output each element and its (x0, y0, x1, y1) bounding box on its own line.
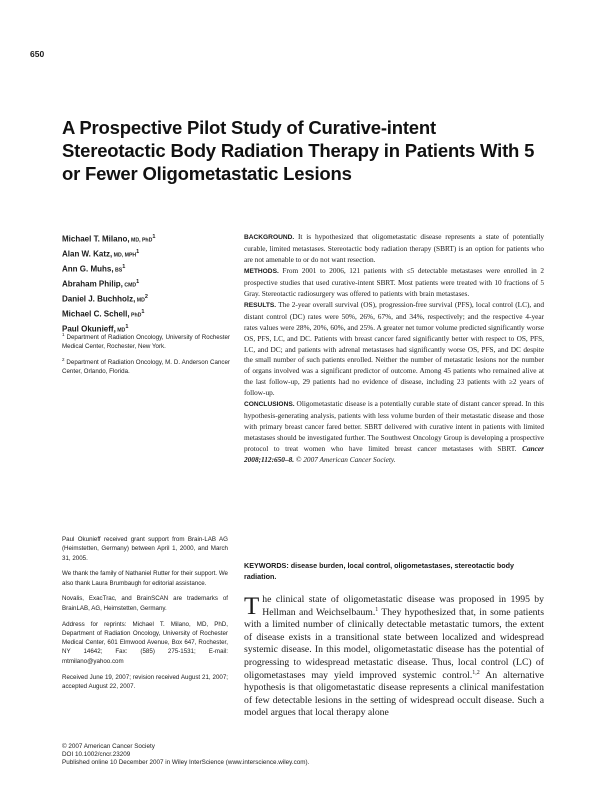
author: Michael C. Schell, PhD$^1$ (62, 308, 145, 319)
body-text: The clinical state of oligometastatic disease was proposed in 1995 by Hellman and Weichselbaum.$^1$ They hypothesized that, in some patients with a limited number of clinically detectable metastatic tumors, the extent of disease exists in a transitional state between localized and widespread systemic disease. In this model, oligometastatic disease has the potential of progressing to widespread metastatic disease. Thus, local control (LC) of oligometastases may yield improved systemic control.$^{1,2}$ An alternative hypothesis is that oligometastatic disease represents a clinical manifestation of few detectable lesions in the setting of widespread occult disease. Such a model argues that local therapy alone (244, 593, 544, 719)
abstract-conclusions: CONCLUSIONS. Oligometastatic disease is a potentially curable state of distant cancer spread. In this hypothesis-generating analysis, patients with less volume burden of their metastatic disease and those with primary breast cancer fared better. SBRT delivered with curative intent in patients with limited metastases should be investigated further. The Southwest Oncology Group is developing a prospective protocol to treat women who have limited breast cancer metastases with SBRT. Cancer 2008;112:650–8. © 2007 American Cancer Society. (244, 399, 544, 465)
reference-mark: 1 (375, 606, 379, 613)
footer-doi: DOI 10.1002/cncr.23209 (62, 751, 131, 759)
author: Alan W. Katz, MD, MPH$^1$ (62, 248, 140, 259)
abstract-results: RESULTS. The 2-year overall survival (OS), progression-free survival (PFS), local control (LC), and distant control (DC) rates were 50%, 26%, 67%, and 34%, respectively; and the respective 4-year rates values were 28%, 20%, 60%, and 25%. A greater net tumor volume predicted significantly worse OS, PFS, LC, and DC. Patients with breast cancer fared significantly better with respect to OS, PFS, LC, and DC; and patients with adrenal metastases had significantly worse OS, PFS, and DC despite the small number of such patients enrolled. Neither the number of metastatic lesions nor the number of organs involved was a significant predictor of outcome. Among 45 patients who remained alive at the last follow-up, 29 patients had no evidence of disease, including 23 patients with ≥2 years of follow-up. (244, 299, 544, 398)
author: Ann G. Muhs, $BS^1$ (62, 263, 126, 274)
affiliation: $^1$ Department of Radiation Oncology, University of Rochester Medical Center, Rochester, New York. (62, 332, 230, 351)
abstract-background: BACKGROUND. It is hypothesized that oligometastatic disease represents a state of potentially curable, limited metastases. Stereotactic body radiation therapy (SBRT) is an option for patients who are not amenable to or do not want resection. (244, 232, 544, 264)
acknowledgment-note: We thank the family of Nathaniel Rutter for their support. We also thank Laura Brumbaugh for editorial assistance. (62, 570, 228, 587)
author-notes (62, 535, 228, 698)
abstract-methods: METHODS. From 2001 to 2006, 121 patients with ≤5 detectable metastases were enrolled in 2 prospective studies that used curative-intent SBRT. Most patients were treated with 10 fractions of 5 Gray. Stereotactic radiosurgery was offered to patients with brain metastases. (244, 265, 544, 298)
reference-mark: 1,2 (472, 669, 480, 676)
page-number: 650 (30, 49, 45, 59)
footer (62, 743, 542, 768)
footer-published: Published online 10 December 2007 in Wiley InterScience (www.interscience.wiley.com). (62, 759, 310, 767)
trademark-note: Novalis, ExacTrac, and BrainSCAN are trademarks of BrainLAB, AG, Heimstetten, Germany. (62, 595, 228, 612)
author: Abraham Philip, CMD$^1$ (62, 278, 140, 289)
grant-note: Paul Okunieff received grant support from Brain-LAB AG (Heimstetten, Germany) between April 1, 2000, and March 31, 2005. (62, 536, 228, 562)
author-list (62, 232, 232, 337)
footer-copyright: © 2007 American Cancer Society (62, 743, 155, 750)
received-dates-note: Received June 19, 2007; revision received August 21, 2007; accepted August 22, 2007. (62, 673, 228, 690)
drop-cap: T (244, 593, 260, 620)
keywords: KEYWORDS: disease burden, local control, oligometastases, stereotactic body radiation. (244, 561, 514, 581)
article-title: A Prospective Pilot Study of Curative-intent Stereotactic Body Radiation Therapy in Patients With 5 or Fewer Oligometastatic Lesions (62, 117, 535, 184)
affiliation: $^2$ Department of Radiation Oncology, M. D. Anderson Cancer Center, Orlando, Florida. (62, 357, 230, 376)
author: Paul Okunieff, $MD^1$ (62, 323, 129, 334)
abstract (244, 232, 544, 466)
reprint-address-note: Address for reprints: Michael T. Milano, MD, PhD, Department of Radiation Oncology, University of Rochester Medical Center, 601 Elmwood Avenue, Box 647, Rochester, NY 14642; Fax: (585) 275-1531; E-mail: mtmilano@yahoo.com (62, 620, 228, 665)
author: Daniel J. Buchholz, $MD^2$ (62, 293, 148, 304)
author: Michael T. Milano, MD, PhD$^1$ (62, 234, 156, 244)
